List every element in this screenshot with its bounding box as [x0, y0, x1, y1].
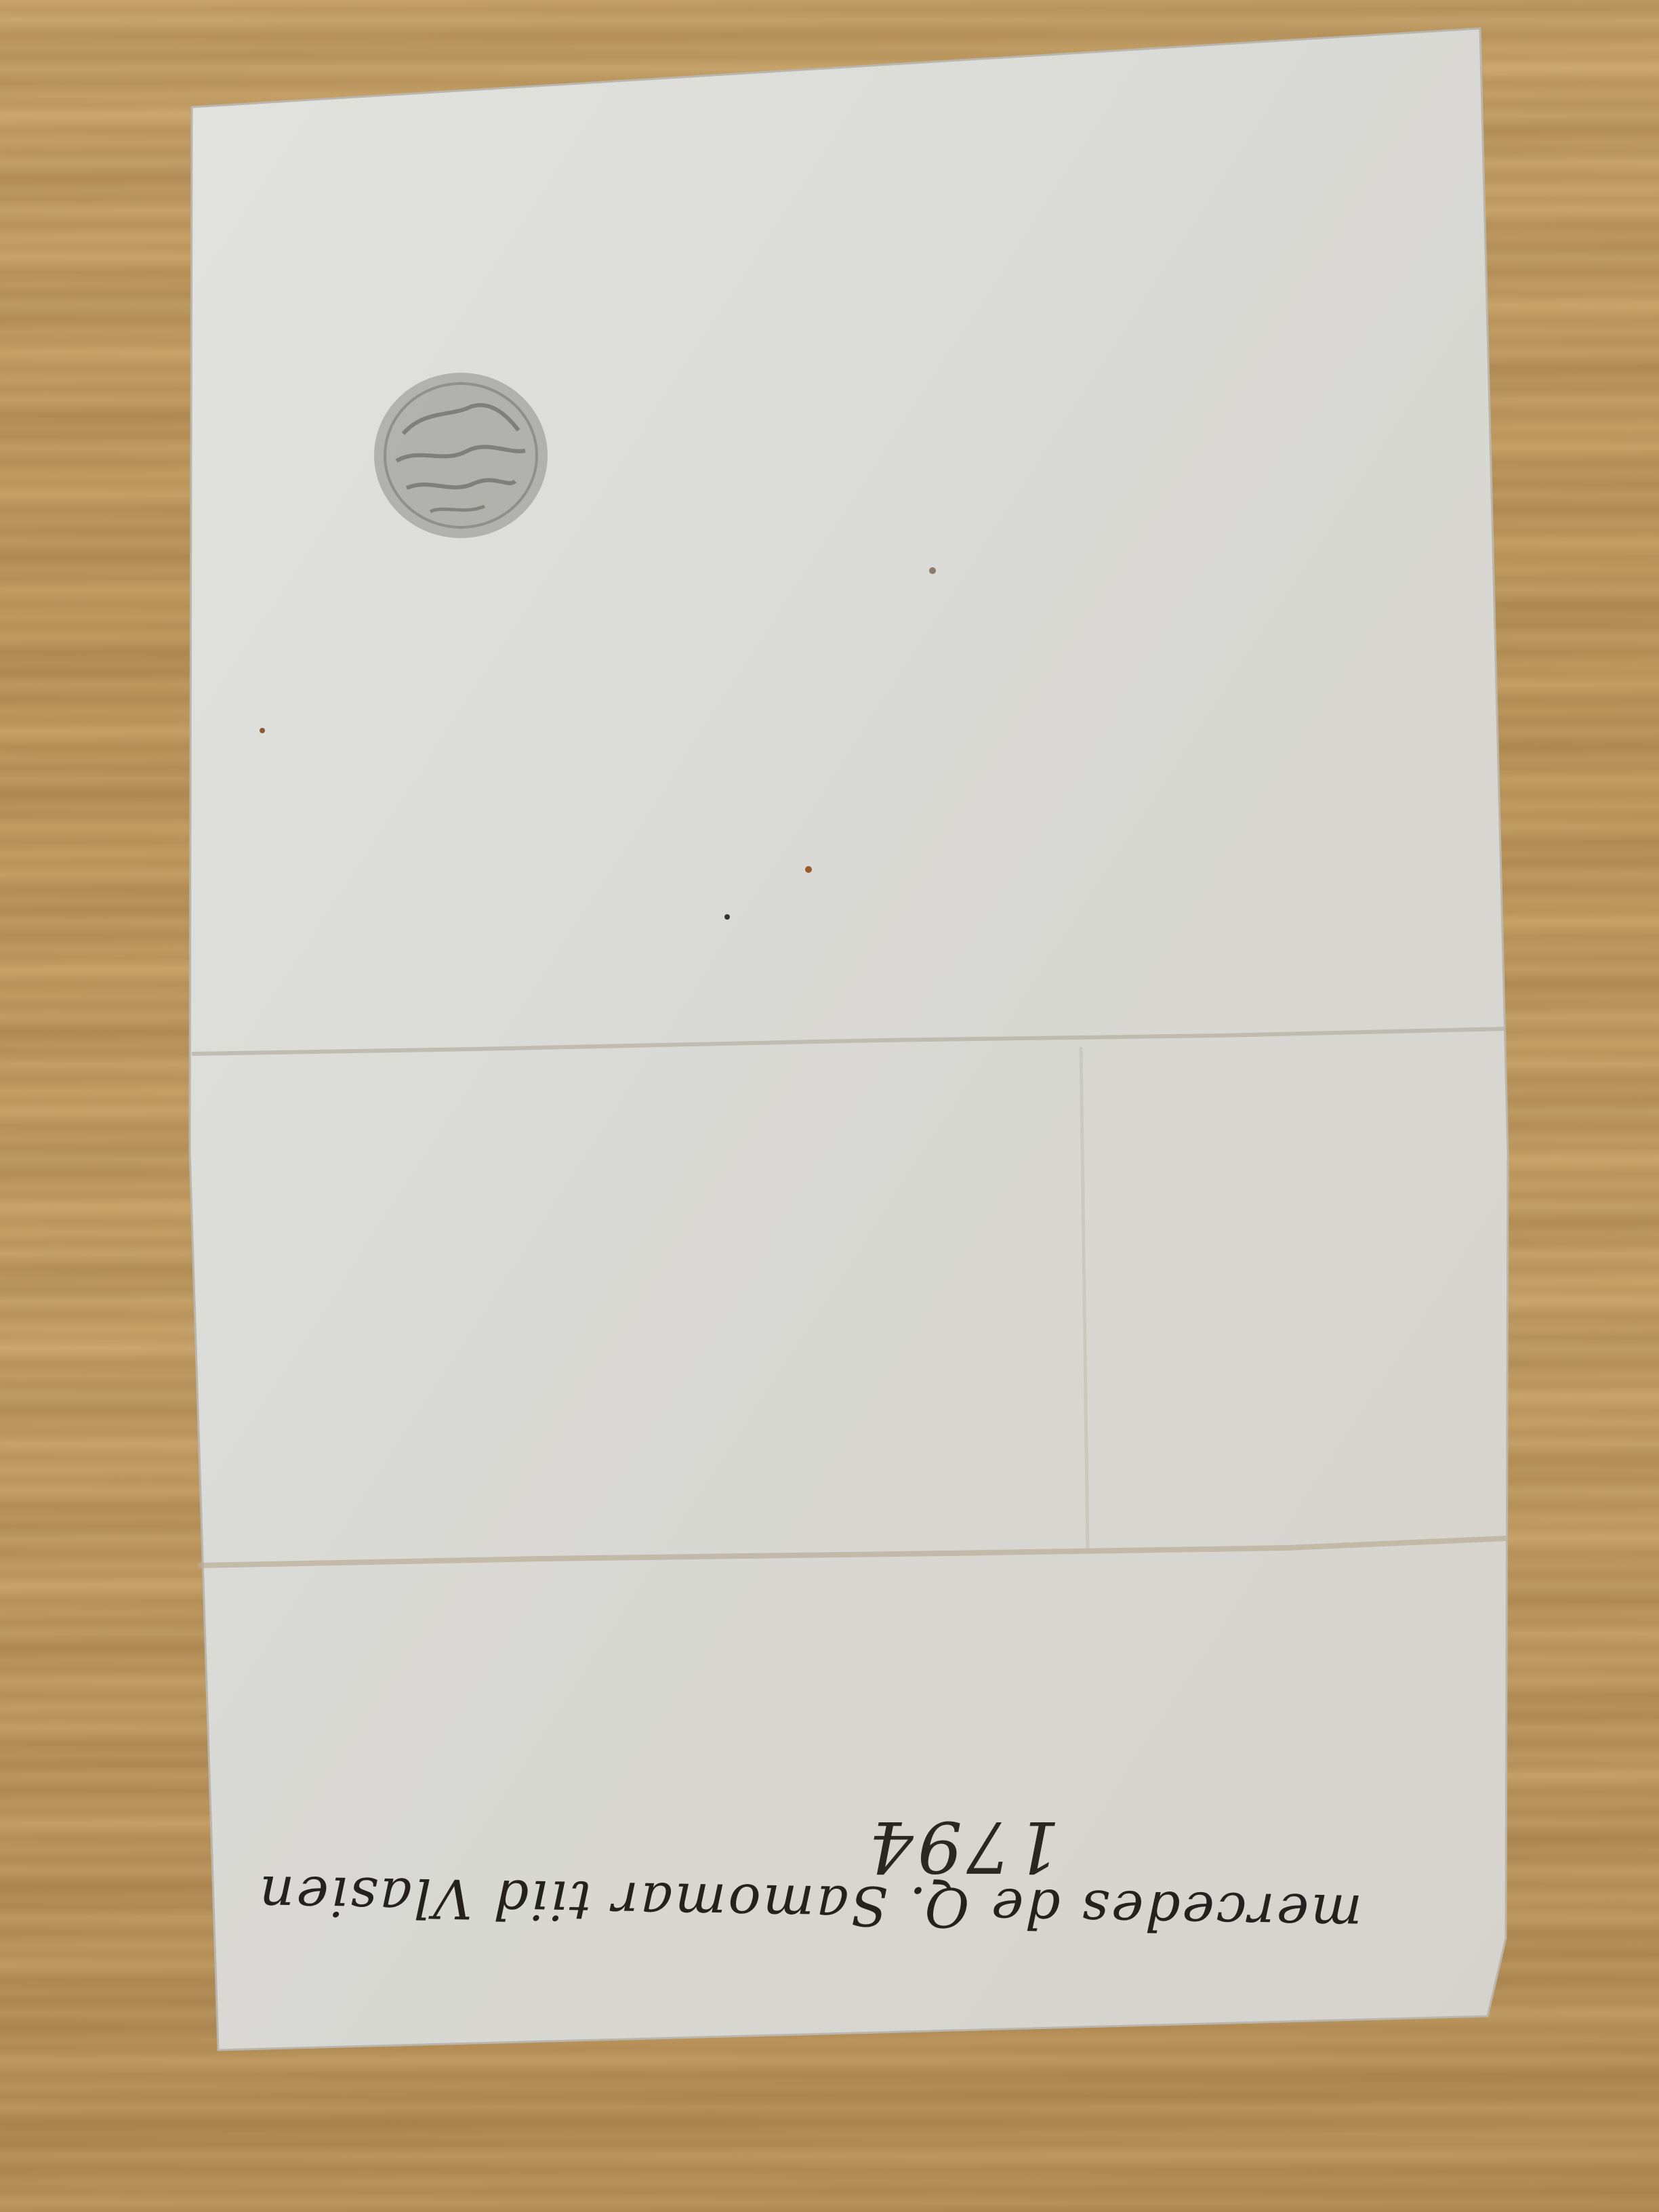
handwritten-year: 1794	[864, 1805, 1061, 1888]
foxing-spot	[260, 728, 265, 733]
ink-seal-stamp	[369, 369, 552, 542]
foxing-spot	[929, 567, 936, 574]
foxing-spot	[805, 866, 812, 873]
foxing-spot	[724, 914, 730, 920]
handwritten-note: mercedes de Q. Samomar tiid Vlasien	[256, 1863, 1363, 1946]
